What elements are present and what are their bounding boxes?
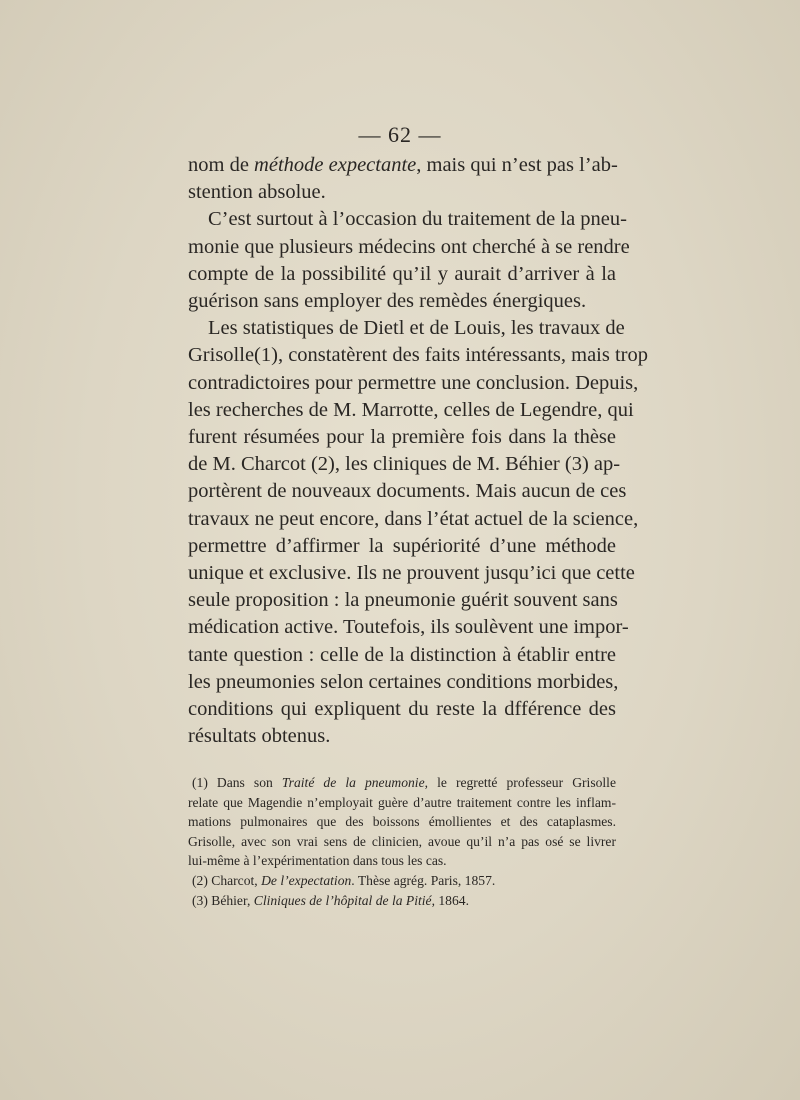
text-line [188, 451, 621, 478]
italic-title: Traité de la pneumonie [281, 775, 425, 790]
text-line [188, 288, 616, 315]
text-line [188, 179, 616, 206]
text-run: permettre d’affirmer la supériorité d’une méthode [188, 534, 616, 557]
footnote [188, 891, 616, 911]
text-run: conditions qui expliquent du reste la dfférence des [188, 698, 616, 721]
text-run: de M. Charcot (2), les cliniques de M. Béhier (3) ap- [188, 453, 621, 476]
text-run: contradictoires pour permettre une conclusion. Depuis, [188, 371, 639, 394]
text-line [188, 812, 616, 832]
text-line [188, 370, 639, 397]
footnotes [188, 773, 616, 910]
text-line [188, 560, 635, 587]
body-text [188, 152, 648, 750]
text-run: (3) Béhier, [192, 892, 254, 908]
text-line [188, 234, 630, 261]
text-line [188, 261, 616, 288]
paragraph [188, 152, 616, 206]
text-line [188, 397, 634, 424]
text-run: seule proposition : la pneumonie guérit souvent sans [188, 589, 618, 612]
text-run: , le regretté professeur Grisolle [424, 775, 616, 790]
text-run: les recherches de M. Marrotte, celles de Legendre, qui [188, 398, 634, 421]
italic-title: méthode expectante [254, 154, 417, 176]
text-line [188, 642, 616, 669]
text-line [188, 152, 616, 179]
text-line [188, 696, 616, 723]
text-line [188, 587, 616, 614]
text-line [188, 793, 616, 813]
page-number: — 62 — [358, 122, 442, 147]
text-run: Grisolle(1), constatèrent des faits intéressants, mais trop [188, 344, 648, 367]
text-line [188, 614, 629, 641]
paragraph [188, 315, 648, 750]
text-run: monie que plusieurs médecins ont cherché à se rendre [188, 235, 630, 258]
text-line [188, 851, 616, 871]
text-line [188, 424, 616, 451]
text-line [188, 891, 616, 911]
text-line [188, 669, 619, 696]
text-line [188, 342, 648, 369]
text-run: travaux ne peut encore, dans l’état actuel de la science, [188, 507, 639, 530]
text-line [188, 533, 616, 560]
text-run: . Thèse agrég. Paris, 1857. [351, 872, 496, 888]
text-run: (1) Dans son [192, 775, 282, 790]
text-run: lui-même à l’expérimentation dans tous les cas. [188, 853, 447, 869]
text-line [188, 206, 627, 233]
text-line [188, 773, 616, 793]
italic-title: De l’expectation [261, 872, 352, 888]
text-run: C’est surtout à l’occasion du traitement de la pneu- [208, 208, 627, 231]
text-run: médication active. Toutefois, ils soulèvent une impor- [188, 616, 629, 639]
footnote [188, 871, 616, 891]
text-run: Les statistiques de Dietl et de Louis, les travaux de [208, 317, 625, 340]
text-line [188, 871, 616, 891]
text-run: portèrent de nouveaux documents. Mais aucun de ces [188, 480, 627, 503]
italic-title: Cliniques de l’hôpital de la Pitié [253, 892, 432, 908]
text-run: Grisolle, avec son vrai sens de clinicien, avoue qu’il n’a pas osé se livrer [188, 833, 616, 849]
text-run: les pneumonies selon certaines conditions morbides, [188, 670, 619, 693]
text-line [188, 832, 616, 852]
text-run: guérison sans employer des remèdes énergiques. [188, 290, 587, 313]
footnote [188, 773, 616, 871]
text-run: mations pulmonaires que des boissons émollientes et des cataplasmes. [188, 814, 616, 830]
text-line [188, 315, 625, 342]
text-run: (2) Charcot, [192, 872, 262, 888]
text-line [188, 723, 616, 750]
text-run: tante question : celle de la distinction à établir entre [188, 643, 616, 666]
text-run: , 1864. [431, 892, 469, 908]
text-run: résultats obtenus. [188, 725, 331, 748]
text-run: furent résumées pour la première fois dans la thèse [188, 426, 616, 449]
text-run: stention absolue. [188, 181, 326, 204]
text-run: nom de [188, 154, 255, 176]
text-run: , mais qui n’est pas l’ab- [416, 154, 618, 176]
paragraph [188, 206, 630, 315]
text-run: compte de la possibilité qu’il y aurait d’arriver à la [188, 262, 616, 285]
text-line [188, 478, 627, 505]
text-run: unique et exclusive. Ils ne prouvent jusqu’ici que cette [188, 562, 635, 585]
text-run: relate que Magendie n’employait guère d’autre traitement contre les inflam- [188, 794, 616, 810]
text-line [188, 506, 639, 533]
